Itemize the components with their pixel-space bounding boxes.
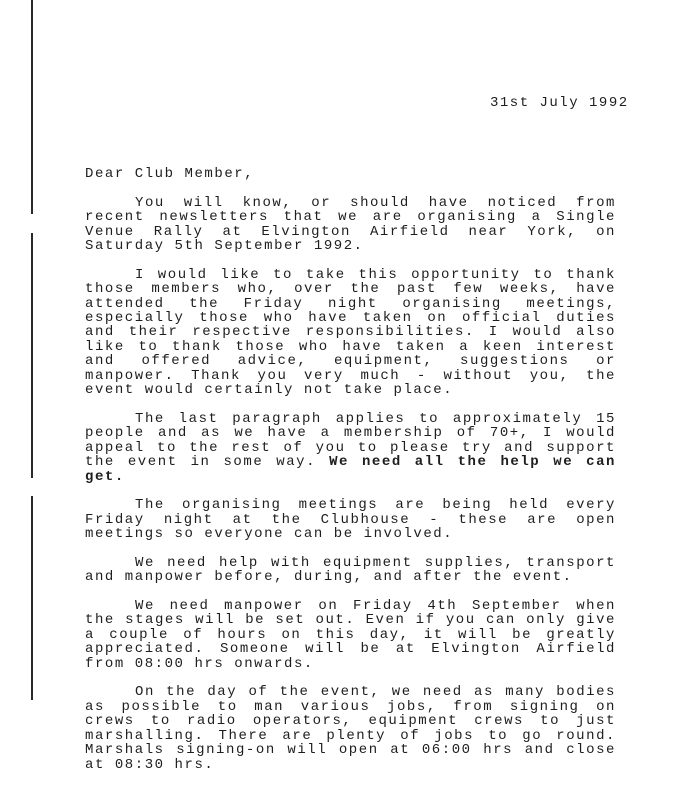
paragraph-meetings xyxy=(85,498,616,541)
page-edge-line xyxy=(31,233,33,478)
paragraph-text: We need help with equipment supplies, transport and manpower before, during, and after the event. xyxy=(85,554,616,586)
paragraph-text: The last paragraph applies to approximately 15 people and as we have a membership of 70+, I would appeal to the rest of you to please try and support the event in some way. xyxy=(85,410,616,471)
page-edge-line xyxy=(31,0,33,214)
paragraph-text: We need manpower on Friday 4th September when the stages will be set out. Even if you can only give a couple of hours on this day, it will be greatly appreciated. Someone will be at Elvington Airfield from 08:00 hrs onwards. xyxy=(85,598,616,672)
paragraph-text: The organising meetings are being held every Friday night at the Clubhouse - these are open meetings so everyone can be involved. xyxy=(85,497,616,543)
salutation: Dear Club Member, xyxy=(85,166,255,182)
paragraph-text: You will know, or should have noticed from recent newsletters that we are organising a Single Venue Rally at Elvington Airfield near York, on Saturday 5th September 1992. xyxy=(85,194,616,254)
paragraph-friday-setup xyxy=(85,599,616,671)
paragraph-text: I would like to take this opportunity to thank those members who, over the past few weeks, have attended the Friday night organising meetings, especially those who have taken on official duties and their respective responsibilities. I would also like to thank those who have taken a keen interest and offered advice, equipment, suggestions or manpower. Thank you very much - without you, the event would certainly not take place. xyxy=(85,266,616,399)
paragraph-rally-announcement xyxy=(85,196,616,254)
letter-date: 31st July 1992 xyxy=(490,95,629,111)
paragraph-text: On the day of the event, we need as many bodies as possible to man various jobs, from signing on crews to radio operators, equipment crews to just marshalling. There are plenty of jobs to go round. Marshals signing-on will open at 06:00 hrs and close at 08:30 hrs. xyxy=(85,684,616,773)
paragraph-thanks xyxy=(85,268,616,398)
emphasis-text: We need all the help we can get. xyxy=(85,454,616,485)
paragraph-appeal xyxy=(85,412,616,484)
page-edge-line xyxy=(31,496,33,700)
letter-body xyxy=(85,167,616,786)
paragraph-help-needed xyxy=(85,556,616,585)
paragraph-event-day xyxy=(85,685,616,772)
